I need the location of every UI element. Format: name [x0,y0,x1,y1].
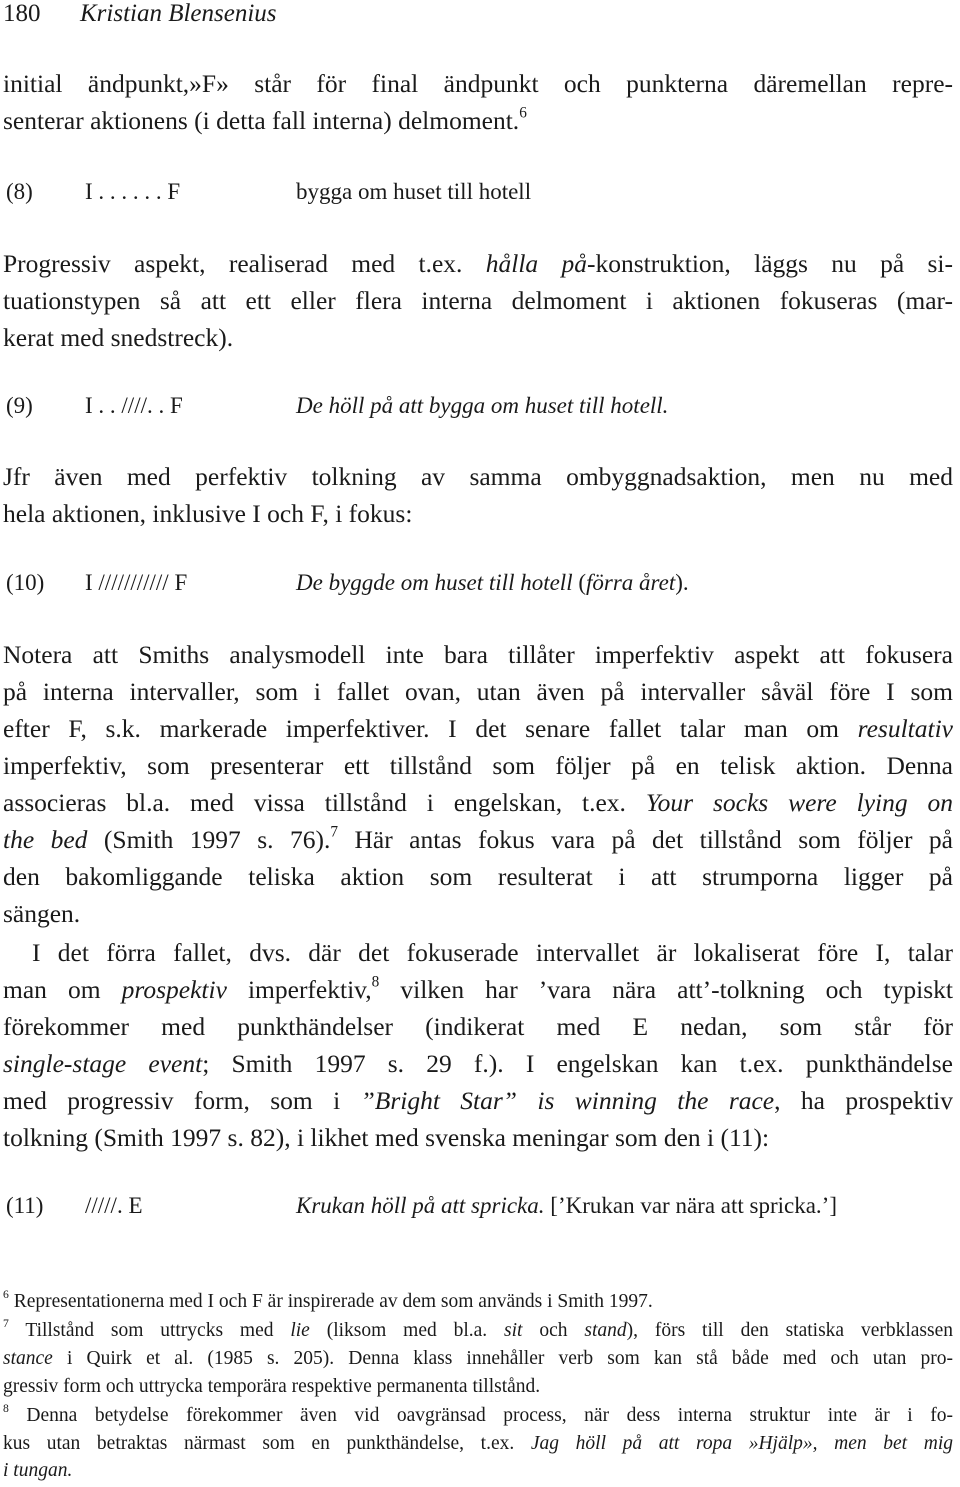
para5-line3: förekommer med punkthändelser (indikerat med E nedan, som står för [3,1012,953,1041]
para4-line8: sängen. [3,899,81,928]
para4-line2: på interna intervaller, som i fallet ovan, utan även på intervaller såväl före I som [3,677,953,706]
running-head: Kristian Blensenius [80,0,277,27]
footnote-8-line2: kus utan betraktas närmast som en punkthändelse, t.ex. Jag höll på att ropa »Hjälp», men bet mig [3,1433,953,1454]
example-gloss: bygga om huset till hotell [296,179,532,204]
footnote-7-line3: gressiv form och uttrycka temporära respektive permanenta tillstånd. [3,1376,541,1397]
footnote-ref-6: 6 [519,104,527,122]
example-gloss: De byggde om huset till hotell (förra året). [296,570,689,595]
para2-line2: tuationstypen så att ett eller flera interna delmoment i aktionen fokuseras (mar- [3,286,953,315]
example-number: (10) [6,570,45,595]
para2-line3: kerat med snedstreck). [3,323,234,352]
para3-line2: hela aktionen, inklusive I och F, i fokus: [3,499,413,528]
example-number: (9) [6,393,33,418]
para5-line2: man om prospektiv imperfektiv,$^8$ vilken har ’vara nära att’-tolkning och typiskt [3,973,953,1004]
para2-line1: Progressiv aspekt, realiserad med t.ex. hålla på-konstruktion, läggs nu på si- [3,249,953,278]
footnote-8-line3: i tungan. [3,1460,73,1481]
example-number: (11) [6,1193,44,1218]
para5-line1: I det förra fallet, dvs. där det fokuserade intervallet är lokaliserat före I, talar [32,938,953,967]
example-figure: /////. E [85,1193,143,1218]
footnote-6: $^6$ Representationerna med I och F är inspirerade av dem som används i Smith 1997. [3,1288,653,1312]
example-figure: I . . . . . . F [85,179,181,204]
footnote-ref-8: 8 [371,973,380,991]
example-number: (8) [6,179,33,204]
example-gloss: Krukan höll på att spricka. [’Krukan var nära att spricka.’] [296,1193,837,1218]
para4-line5: associeras bl.a. med vissa tillstånd i engelskan, t.ex. Your socks were lying on [3,788,953,817]
para5-line4: single-stage event; Smith 1997 s. 29 f.). I engelskan kan t.ex. punkthändelse [3,1049,953,1078]
para4-line4: imperfektiv, som presenterar ett tillstånd som följer på en telisk aktion. Denna [3,751,953,780]
footnote-7-line1: $^7$ Tillstånd som uttrycks med lie (liksom med bl.a. sit och stand), förs till den statiska verbklassen [3,1317,953,1341]
para4-line3: efter F, s.k. markerade imperfektiver. I det senare fallet talar man om resultativ [3,714,953,743]
page-number: 180 [3,0,41,27]
example-gloss: De höll på att bygga om huset till hotell. [296,393,669,418]
para4-line6: the bed (Smith 1997 s. 76).$^7$ Här antas fokus vara på det tillstånd som följer på [3,823,953,854]
example-figure: I . . ////. . F [85,393,183,418]
para4-line1: Notera att Smiths analysmodell inte bara tillåter imperfektiv aspekt att fokusera [3,640,953,669]
footnote-7-line2: stance i Quirk et al. (1985 s. 205). Denna klass innehåller verb som kan stå både med och utan pro- [3,1348,953,1369]
footnote-ref-7: 7 [330,823,339,841]
para5-line6: tolkning (Smith 1997 s. 82), i likhet med svenska meningar som den i (11): [3,1123,770,1152]
para4-line7: den bakomliggande teliska aktion som resulterat i att strumporna ligger på [3,862,953,891]
para5-line5: med progressiv form, som i ”Bright Star” is winning the race, ha prospektiv [3,1086,953,1115]
footnote-8-line1: $^8$ Denna betydelse förekommer även vid oavgränsad process, när dess interna struktur inte är i fo- [3,1402,953,1426]
para1-line1: initial ändpunkt,»F» står för final ändpunkt och punkterna däremellan repre- [3,69,953,98]
example-figure: I /////////// F [85,570,188,595]
para1-line2: senterar aktionens (i detta fall interna) delmoment.$^6$ [3,104,527,135]
para3-line1: Jfr även med perfektiv tolkning av samma ombyggnadsaktion, men nu med [3,462,953,491]
